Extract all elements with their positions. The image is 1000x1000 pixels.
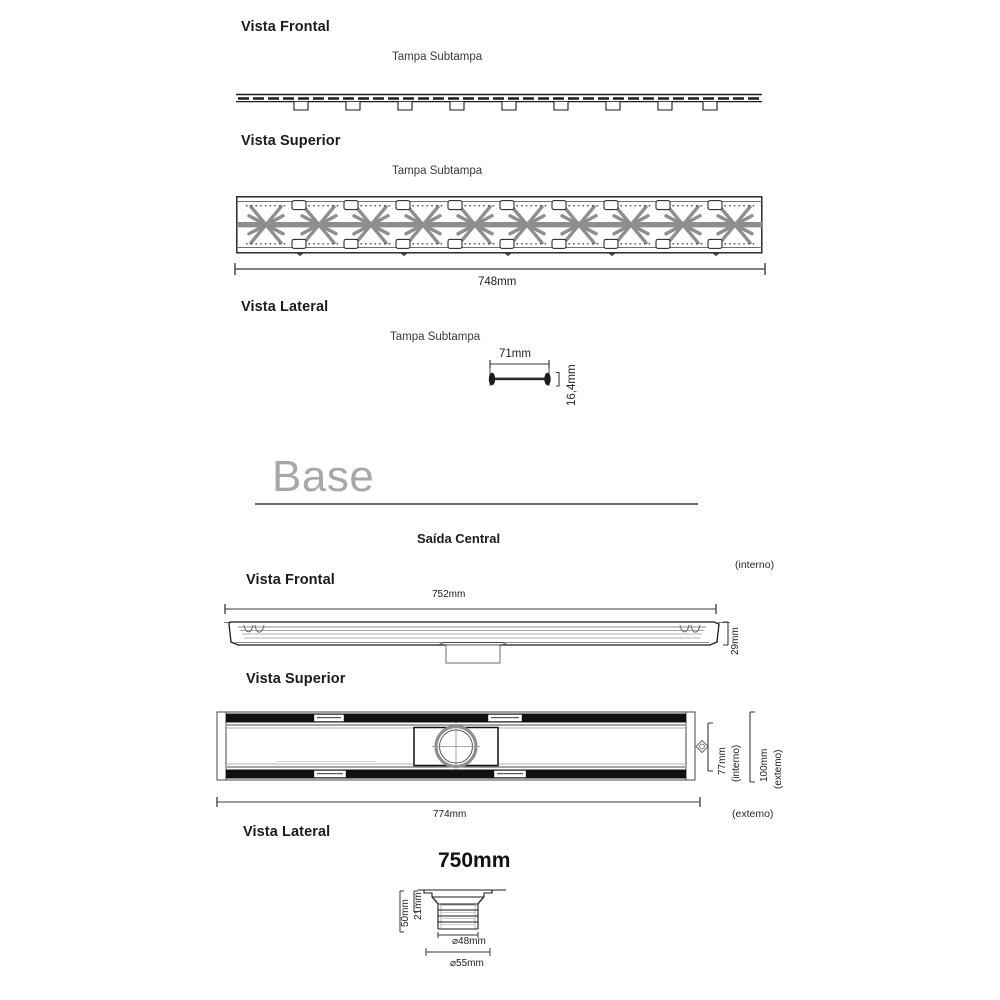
dimension-label-748: 748mm	[478, 276, 517, 288]
note-externo-100: (extemo)	[773, 749, 784, 789]
sub-heading-saida-central: Saída Central	[417, 531, 501, 546]
dimension-label-21: 21mm	[413, 892, 424, 920]
part-label-frontal: Tampa Subtampa	[392, 51, 483, 63]
view-title-base-lateral: Vista Lateral	[243, 824, 331, 840]
dimension-label-50: 50mm	[400, 899, 411, 927]
drawing-superior-tampa	[236, 196, 764, 256]
dimension-label-774: 774mm	[433, 809, 467, 820]
dimension-label-29: 29mm	[730, 627, 741, 655]
section-divider	[255, 503, 698, 505]
view-title-lateral: Vista Lateral	[241, 299, 329, 315]
outlet-detail-title: 750mm	[438, 849, 511, 872]
dimension-line-748	[232, 262, 768, 276]
section-heading-base: Base	[272, 452, 375, 501]
note-interno-77: (interno)	[731, 744, 742, 782]
view-title-frontal: Vista Frontal	[241, 19, 330, 35]
note-externo-bottom: (extemo)	[732, 808, 774, 820]
drawing-base-frontal	[218, 614, 738, 670]
note-interno-top: (interno)	[735, 559, 775, 571]
dimension-label-diameter-55: ⌀55mm	[450, 958, 484, 969]
view-title-base-superior: Vista Superior	[246, 671, 346, 687]
drawing-base-superior	[216, 711, 716, 783]
view-title-superior: Vista Superior	[241, 133, 341, 149]
dimension-line-774	[214, 796, 704, 808]
dimension-label-71: 71mm	[499, 348, 531, 360]
view-title-base-frontal: Vista Frontal	[246, 572, 335, 588]
drawing-frontal-tampa	[236, 88, 764, 114]
dimension-label-16-4: 16,4mm	[566, 364, 578, 406]
dimension-label-diameter-48: ⌀48mm	[452, 936, 486, 947]
drawing-lateral-tampa	[487, 358, 567, 398]
dimension-label-77: 77mm	[717, 747, 728, 775]
part-label-lateral: Tampa Subtampa	[390, 331, 481, 343]
dimension-label-100: 100mm	[759, 748, 770, 782]
part-label-superior: Tampa Subtampa	[392, 165, 483, 177]
dimension-label-752: 752mm	[432, 589, 466, 600]
